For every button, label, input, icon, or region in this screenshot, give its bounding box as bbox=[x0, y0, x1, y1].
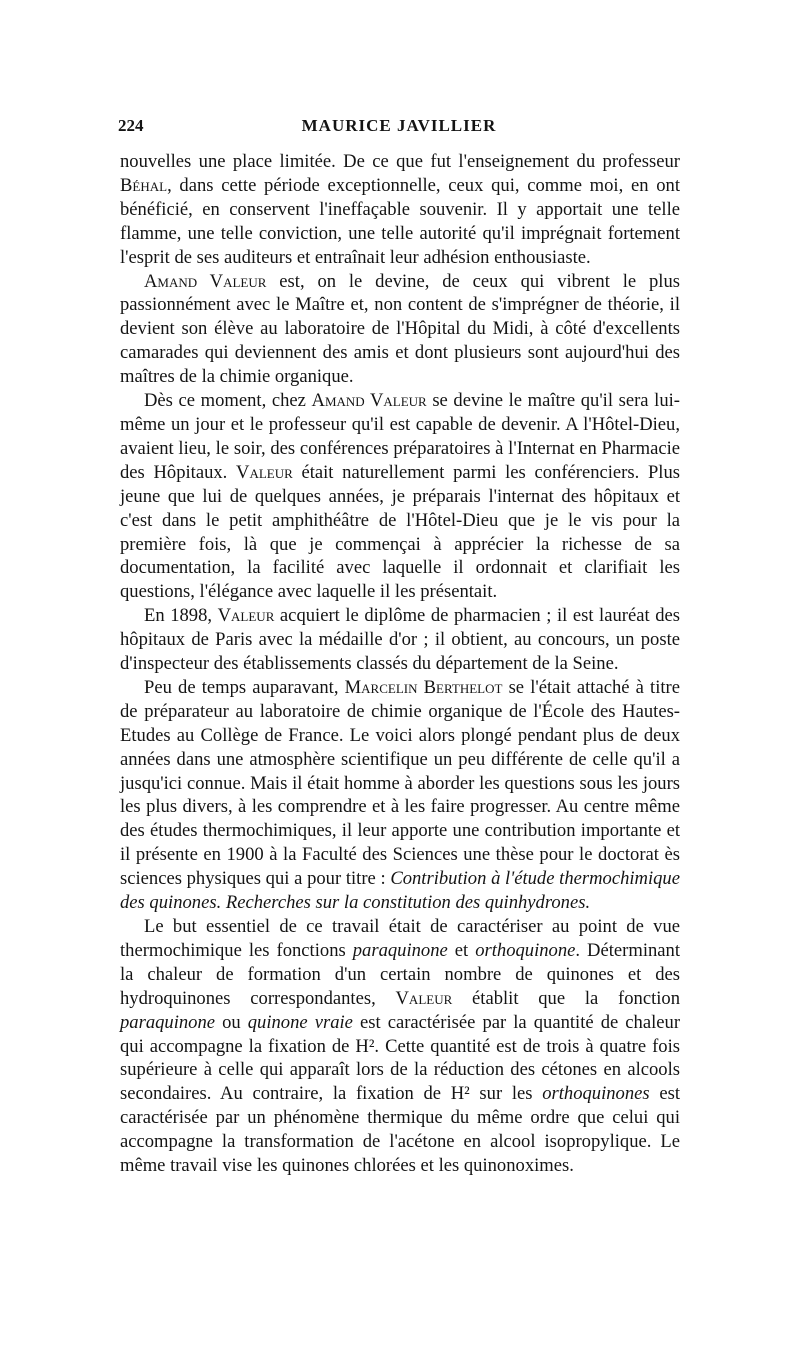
person-name: Valeur bbox=[236, 461, 293, 483]
text-run: Dès ce moment, chez bbox=[144, 390, 312, 412]
text-run: est caractérisée par un phénomène thermique du même ordre que celui qui accompagne la transformation de l'acétone en alcool isopropylique. Le même travail vise les quinones chlorées et les quinonoximes. bbox=[120, 1083, 680, 1177]
page-number: 224 bbox=[118, 116, 144, 135]
text-run: nouvelles une place limitée. De ce que fut l'enseignement du professeur bbox=[120, 151, 680, 172]
person-name: Béhal bbox=[120, 174, 168, 196]
text-run: établit que la fonction bbox=[452, 987, 680, 1009]
person-name: Marcelin Berthelot bbox=[344, 676, 503, 698]
person-name: Amand Valeur bbox=[144, 270, 267, 292]
text-run: Le but essentiel de ce travail était de caractériser au point de vue thermochimique les fonctions bbox=[120, 916, 680, 961]
person-name: Amand Valeur bbox=[311, 390, 427, 412]
paragraph bbox=[120, 150, 680, 270]
italic-text: quinone vraie bbox=[247, 1011, 353, 1033]
italic-text: orthoquinones bbox=[542, 1083, 650, 1105]
person-name: Valeur bbox=[395, 987, 453, 1009]
text-run: Cette quantité est de trois à quatre fois supérieure à celle qui apparaît lors de la réduction des cétones en alcools secondaires. Au contraire, la fixation de H² sur les bbox=[120, 1035, 680, 1105]
text-run: et bbox=[447, 939, 476, 961]
text-run: se devine le maître qu'il sera lui-même un jour et le professeur qu'il est capable de devenir. A l'Hôtel-Dieu, avaient lieu, le soir, des conférences préparatoires à l'Internat en Pharmacie des Hôpitaux. bbox=[120, 390, 680, 483]
italic-text: paraquinone bbox=[352, 939, 448, 961]
italic-text: Contribution à l'étude thermochimique des quinones. Recherches sur la constitution des quinhydrones. bbox=[120, 868, 680, 914]
paragraph bbox=[120, 604, 680, 676]
text-run: est caractérisée par la quantité de chaleur qui accompagne la fixation de H². bbox=[120, 1011, 681, 1057]
person-name: Valeur bbox=[217, 605, 275, 627]
text-run: acquiert le diplôme de pharmacien ; il est lauréat des hôpitaux de Paris avec la médaille d'or ; il obtient, au concours, un poste d'inspecteur des établissements classés du département de la Seine. bbox=[120, 605, 680, 675]
text-run: , dans cette période exceptionnelle, ceux qui, comme moi, en ont bénéficié, en conservent l'ineffaçable souvenir. Il y apportait une telle flamme, une telle conviction, une telle autorité qu'il imprégnait fortement l'esprit de ses auditeurs et entraînait leur adhésion enthousiaste. bbox=[120, 174, 680, 268]
italic-text: paraquinone bbox=[120, 1011, 216, 1033]
page-header bbox=[118, 116, 680, 142]
paragraph bbox=[120, 270, 680, 390]
running-title: MAURICE JAVILLIER bbox=[301, 116, 497, 135]
body-text bbox=[120, 150, 680, 1178]
text-run: est, on le devine, de ceux qui vibrent le plus passionnément avec le Maître et, non content de s'imprégner de théorie, il devient son élève au laboratoire de l'Hôpital du Midi, à côté d'excellents camarades qui deviennent des amis et dont plusieurs sont aujourd'hui des maîtres de la chimie organique. bbox=[120, 270, 680, 388]
text-run: . Déterminant la chaleur de formation d'un certain nombre de quinones et des hydroquinones correspondantes, bbox=[120, 939, 680, 1009]
paragraph bbox=[120, 915, 680, 1178]
text-run: était naturellement parmi les conférenciers. Plus jeune que lui de quelques années, je préparais l'internat des hôpitaux et c'est dans le petit amphithéâtre de l'Hôtel-Dieu que je le vis pour la première fois, là que je commençai à apprécier la richesse de sa documentation, la facilité avec laquelle il ordonnait et clarifiait les questions, l'élégance avec laquelle il les présentait. bbox=[120, 461, 680, 603]
text-run: En 1898, bbox=[144, 605, 218, 627]
text-run: ou bbox=[215, 1011, 248, 1033]
text-run: Peu de temps auparavant, bbox=[144, 676, 345, 698]
text-run: se l'était attaché à titre de préparateur au laboratoire de chimie organique de l'École des Hautes-Etudes au Collège de France. Le voici alors plongé pendant plus de deux années dans une atmosphère scientifique un peu différente de celle qu'il a jusqu'ici connue. Mais il était homme à aborder les questions sous les jours les plus divers, à les comprendre et à les faire progresser. Au centre même des études thermochimiques, il leur apporte une contribution importante et il présente en 1900 à la Faculté des Sciences une thèse pour le doctorat ès sciences physiques qui a pour titre : bbox=[120, 676, 680, 890]
italic-text: orthoquinone bbox=[475, 939, 576, 961]
paragraph bbox=[120, 676, 680, 915]
paragraph bbox=[120, 389, 680, 604]
